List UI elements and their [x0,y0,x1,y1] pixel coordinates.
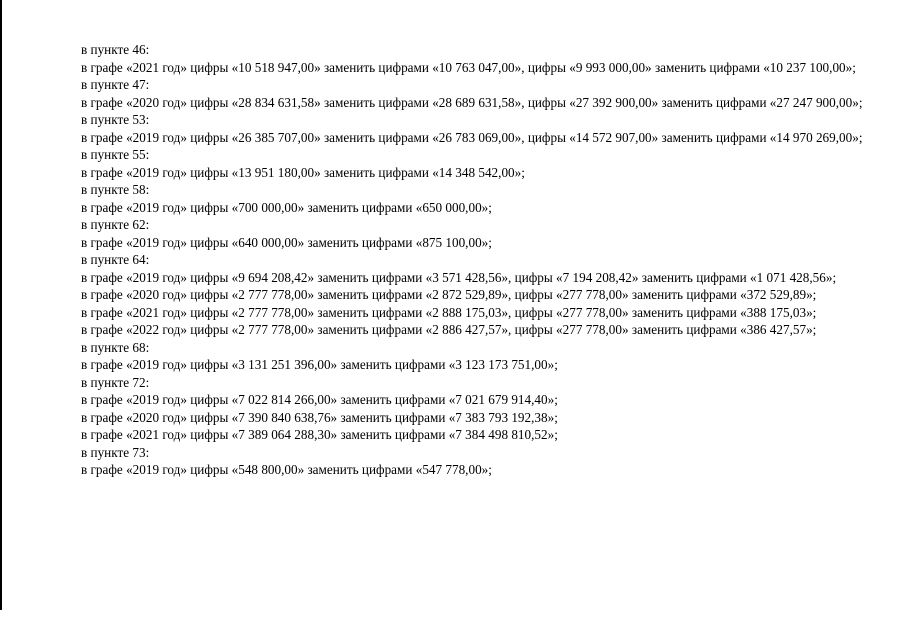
paragraph-amendment: в графе «2021 год» цифры «2 777 778,00» заменить цифрами «2 888 175,03», цифры «277 778,00» заменить цифрами «388 175,03»; [81,304,817,320]
paragraph-amendment: в графе «2021 год» цифры «7 389 064 288,30» заменить цифрами «7 384 498 810,52»; [81,427,558,442]
paragraph-clause-55: в пункте 55: [81,147,150,162]
paragraph-amendment: в графе «2019 год» цифры «640 000,00» заменить цифрами «875 100,00»; [81,234,492,250]
page-left-border [0,0,2,610]
paragraph-amendment: в графе «2019 год» цифры «7 022 814 266,00» заменить цифрами «7 021 679 914,40»; [81,392,558,407]
document-body [48,41,864,479]
paragraph-clause-47: в пункте 47: [81,77,150,92]
paragraph-amendment: в графе «2019 год» цифры «548 800,00» заменить цифрами «547 778,00»; [81,462,492,477]
paragraph-clause-72: в пункте 72: [81,374,150,390]
paragraph-clause-68: в пункте 68: [81,339,150,355]
paragraph-amendment: в графе «2021 год» цифры «10 518 947,00» заменить цифрами «10 763 047,00», цифры «9 993 000,00» заменить цифрами «10 237 100,00»; [81,59,856,75]
paragraph-clause-58: в пункте 58: [81,182,150,197]
paragraph-amendment: в графе «2019 год» цифры «13 951 180,00» заменить цифрами «14 348 542,00»; [81,164,525,180]
paragraph-amendment: в графе «2022 год» цифры «2 777 778,00» заменить цифрами «2 886 427,57», цифры «277 778,00» заменить цифрами «386 427,57»; [81,322,817,337]
paragraph-clause-46: в пункте 46: [81,42,150,57]
paragraph-clause-64: в пункте 64: [81,252,150,267]
paragraph-clause-62: в пункте 62: [81,217,150,232]
paragraph-amendment: в графе «2019 год» цифры «9 694 208,42» заменить цифрами «3 571 428,56», цифры «7 194 208,42» заменить цифрами «1 071 428,56»; [81,269,837,285]
paragraph-amendment: в графе «2020 год» цифры «28 834 631,58» заменить цифрами «28 689 631,58», цифры «27 392 900,00» заменить цифрами «27 247 900,00»; [81,94,863,110]
paragraph-amendment: в графе «2019 год» цифры «3 131 251 396,00» заменить цифрами «3 123 173 751,00»; [81,357,558,372]
paragraph-amendment: в графе «2020 год» цифры «7 390 840 638,76» заменить цифрами «7 383 793 192,38»; [81,409,558,425]
paragraph-amendment: в графе «2020 год» цифры «2 777 778,00» заменить цифрами «2 872 529,89», цифры «277 778,00» заменить цифрами «372 529,89»; [81,287,817,302]
paragraph-clause-73: в пункте 73: [81,444,150,460]
paragraph-amendment: в графе «2019 год» цифры «700 000,00» заменить цифрами «650 000,00»; [81,199,492,215]
paragraph-clause-53: в пункте 53: [81,112,150,127]
paragraph-amendment: в графе «2019 год» цифры «26 385 707,00» заменить цифрами «26 783 069,00», цифры «14 572 907,00» заменить цифрами «14 970 269,00»; [81,129,863,145]
